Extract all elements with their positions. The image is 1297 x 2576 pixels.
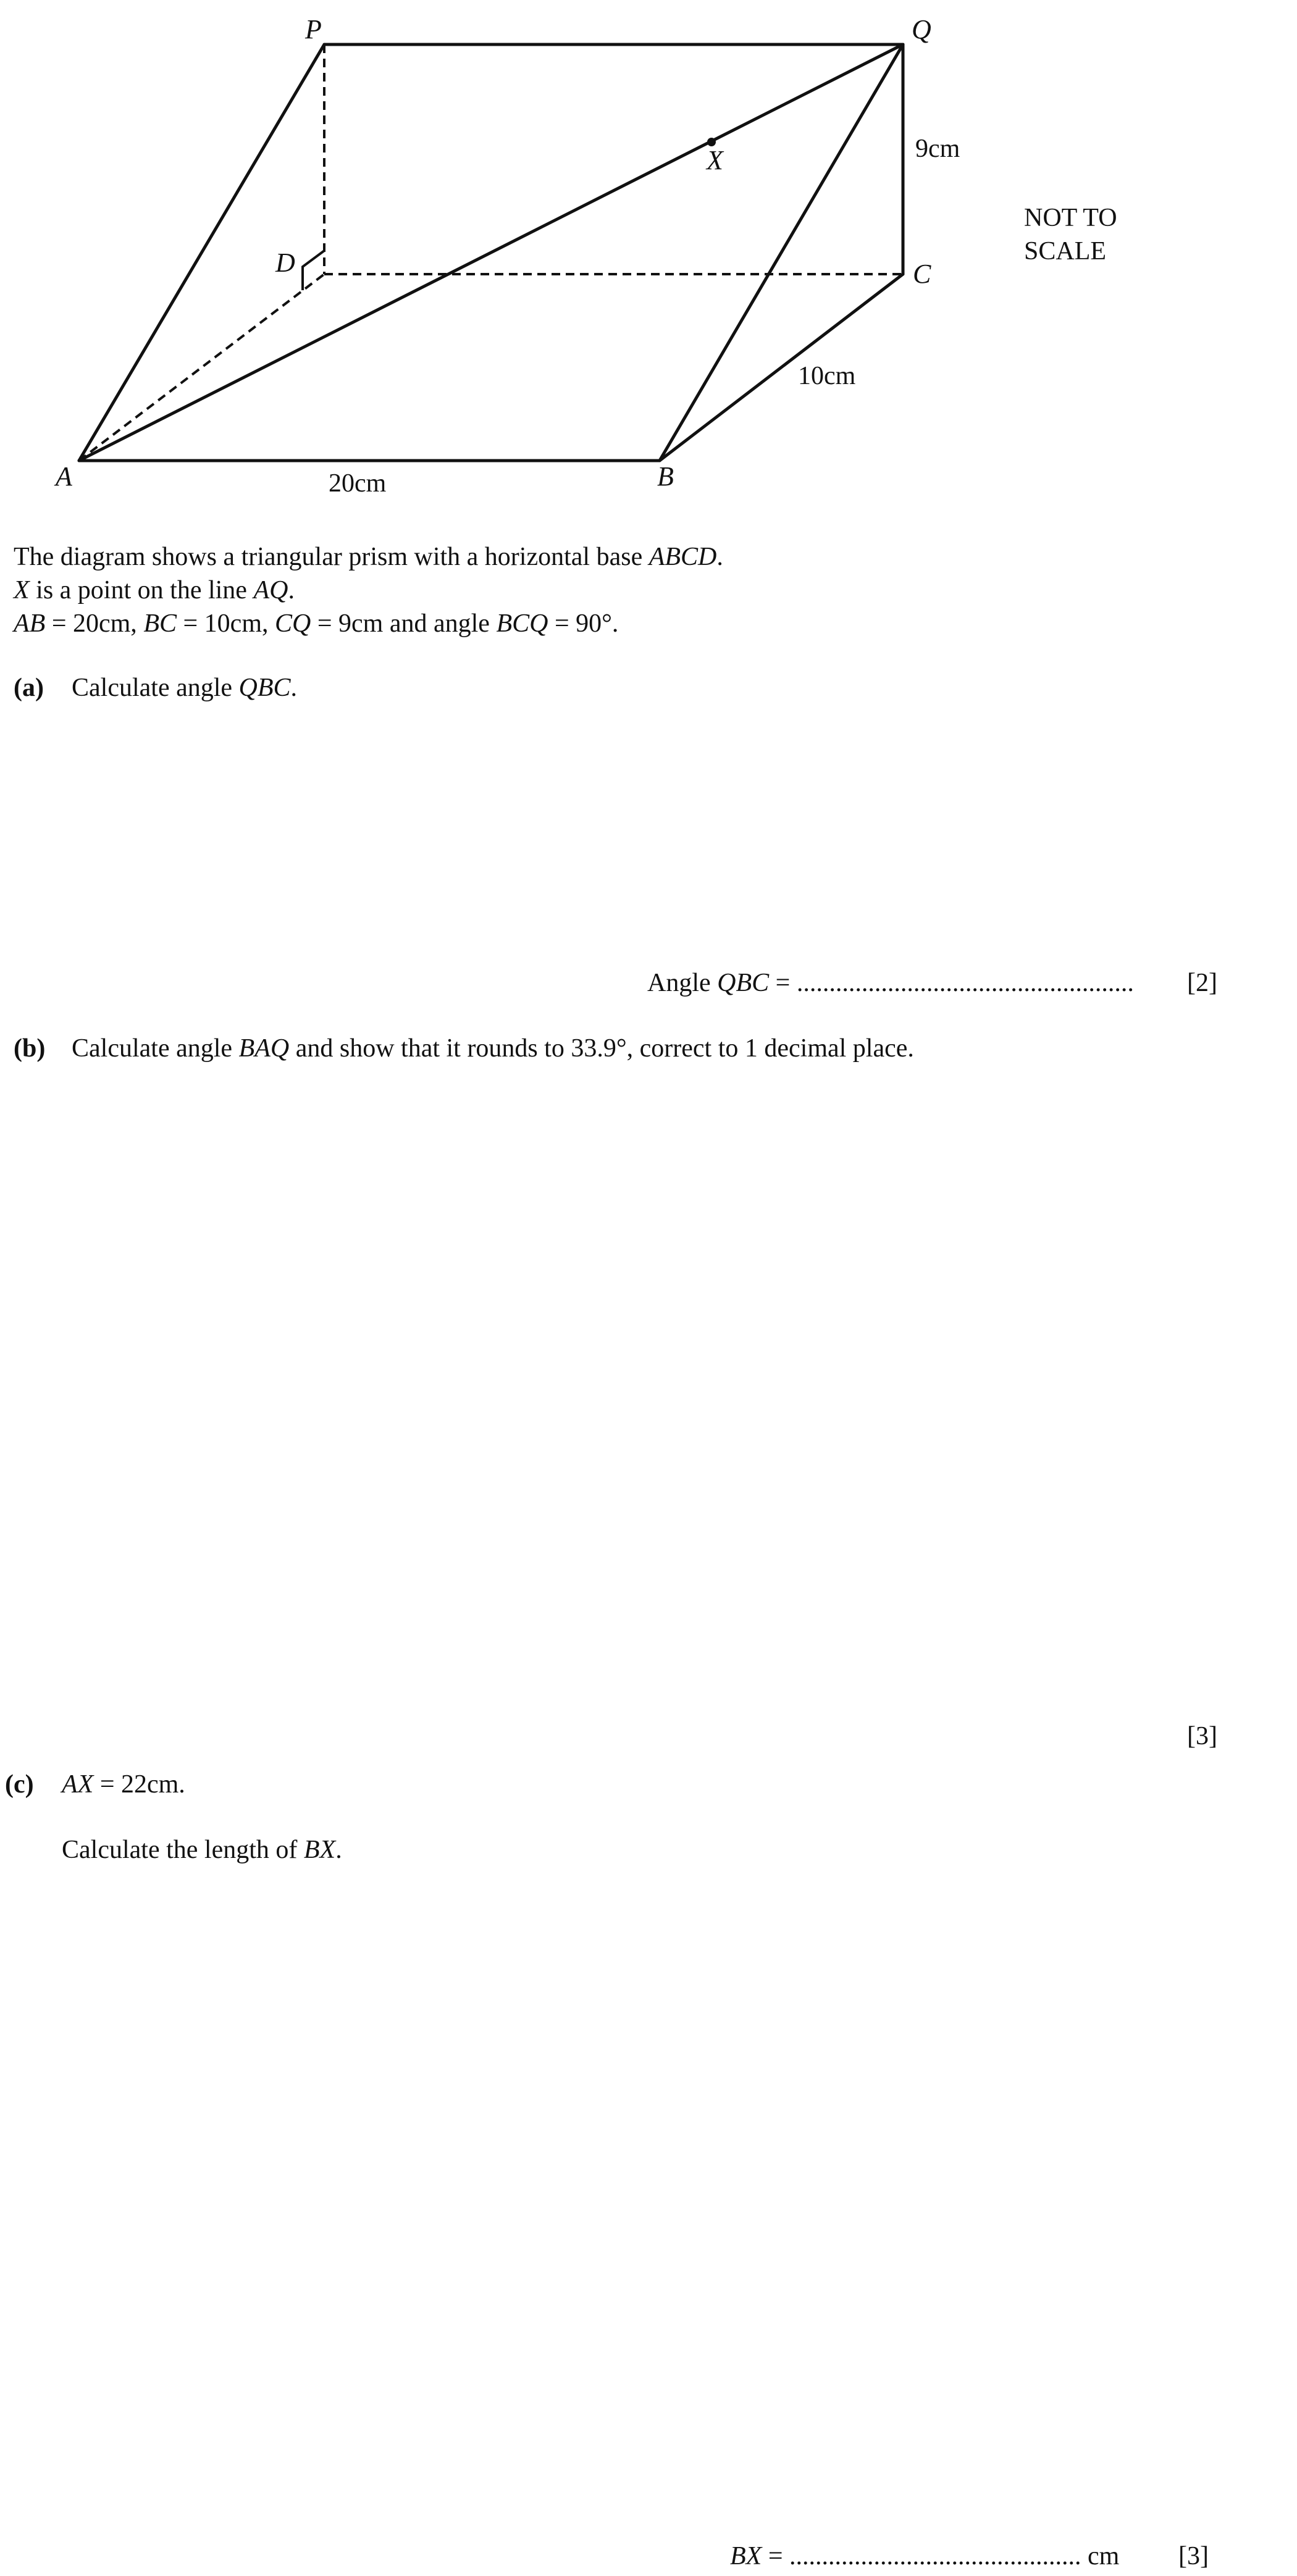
part-c-label: (c) [5, 1770, 34, 1799]
dim-qc: 9cm [915, 135, 960, 163]
part-c-given: AX = 22cm. [62, 1770, 185, 1799]
part-c-answer-line[interactable]: BX = ............................................. cm [730, 2542, 1120, 2570]
dim-ab: 20cm [329, 469, 387, 498]
edge-bc [660, 274, 903, 461]
intro-line-2: X is a point on the line AQ. [14, 576, 295, 604]
part-a-label: (a) [14, 674, 44, 702]
label-q: Q [912, 14, 931, 44]
label-p: P [305, 14, 322, 44]
part-b-marks: [3] [1187, 1722, 1217, 1750]
part-c-question: Calculate the length of BX. [62, 1836, 342, 1864]
label-c: C [913, 259, 931, 289]
intro-line-3: AB = 20cm, BC = 10cm, CQ = 9cm and angle BCQ = 90°. [14, 609, 619, 638]
edge-ad [79, 274, 324, 461]
label-b: B [657, 461, 674, 491]
part-c-answer-dots[interactable]: ............................................. [789, 2542, 1081, 2570]
not-to-scale-line1: NOT TO [1024, 204, 1117, 232]
label-x: X [707, 145, 723, 175]
label-a: A [56, 461, 72, 491]
part-a-question: Calculate angle QBC. [72, 674, 298, 702]
not-to-scale-line2: SCALE [1024, 237, 1107, 266]
dim-bc: 10cm [798, 362, 856, 390]
part-b-question: Calculate angle BAQ and show that it rounds to 33.9°, correct to 1 decimal place. [72, 1034, 914, 1063]
part-a-marks: [2] [1187, 969, 1217, 997]
right-angle-marker [303, 251, 324, 290]
prism-diagram [0, 0, 1297, 506]
part-c-marks: [3] [1178, 2542, 1209, 2570]
label-d: D [275, 248, 295, 278]
part-a-answer-line[interactable]: Angle QBC = .................................................... [647, 969, 1134, 997]
part-a-answer-dots[interactable]: .................................................... [796, 969, 1134, 997]
part-b-label: (b) [14, 1034, 46, 1063]
intro-line-1: The diagram shows a triangular prism with a horizontal base ABCD. [14, 543, 723, 571]
